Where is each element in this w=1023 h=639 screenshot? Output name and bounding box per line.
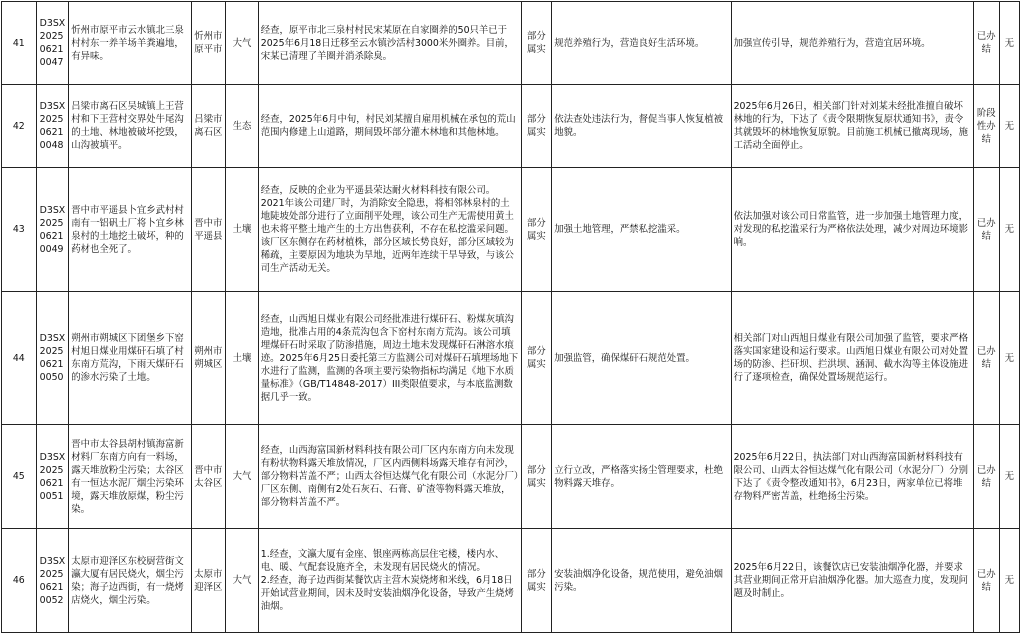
handling-result: 依法加强对该公司日常监管，进一步加强土地管理力度，对发现的私挖滥采行为严格依法处理，减少对周边环境影响。 [731, 168, 974, 292]
table-row [2, 168, 1020, 292]
district: 太原市迎泽区 [191, 529, 226, 633]
investigation-findings: 经查，山西海富国新材料科技有限公司厂区内东南方向未发现有粉状物料露天堆放情况，厂区内西侧料场露天堆存有河沙，部分物料苫盖不严；山西太谷恒达煤气化有限公司（水泥分厂）厂区东侧、南侧有2处石灰石、石膏、矿渣等物料露天堆放，部分物料苫盖不严。 [258, 425, 521, 529]
accountability: 无 [999, 168, 1019, 292]
case-code: D3SX202506210051 [36, 425, 69, 529]
handling-result: 2025年6月22日，执法部门对山西海富国新材料科技有限公司、山西太谷恒达煤气化有限公司（水泥分厂）分别下达了《责令整改通知书》，6月23日，两家单位已将堆存物料严密苫盖，杜绝扬尘污染。 [731, 425, 974, 529]
verdict: 部分属实 [521, 425, 552, 529]
case-code: D3SX202506210049 [36, 168, 69, 292]
finding-line: 2.经查，海子边西街某餐饮店主营木炭烧烤和米线，6月18日开始试营业期间，因未及时安装油烟净化设备，导致产生烧烤油烟。 [260, 575, 514, 612]
complaint-content: 忻州市原平市云水镇北三泉村村东一养羊场羊粪遍地，有异味。 [69, 2, 191, 85]
verdict: 部分属实 [521, 168, 552, 292]
rectification-measures: 安装油烟净化设备，规范使用，避免油烟污染。 [552, 529, 731, 633]
verdict: 部分属实 [521, 2, 552, 85]
case-code: D3SX202506210047 [36, 2, 69, 85]
row-number: 44 [2, 292, 37, 425]
accountability: 无 [999, 292, 1019, 425]
table-row [2, 2, 1020, 85]
handling-result: 相关部门对山西旭日煤业有限公司加强了监管，要求严格落实国家建设和运行要求。山西旭日煤业有限公司对处置场的防渗、拦矸坝、拦洪坝、涵洞、截水沟等主体设施进行了逐项检查，确保处置场规范运行。 [731, 292, 974, 425]
completion-status: 已办结 [974, 292, 999, 425]
verdict: 部分属实 [521, 529, 552, 633]
investigation-findings: 经查，反映的企业为平遥县荣达耐火材料科技有限公司。2021年该公司建厂时，为消除安全隐患，将相邻林泉村的土地陡坡处部分进行了立面削平处理，该公司生产无需使用黄土也未将平整土地产生的土方出售获利，不存在私挖滥采问题。该厂区东侧存在药材植株，部分区域长势良好，部分区域较为稀疏，主要原因为地块为旱地，近两年连续干旱导致，与该公司生产活动无关。 [258, 168, 521, 292]
accountability: 无 [999, 85, 1019, 168]
district: 忻州市原平市 [191, 2, 226, 85]
case-code: D3SX202506210052 [36, 529, 69, 633]
rectification-measures: 加强监管，确保煤矸石规范处置。 [552, 292, 731, 425]
investigation-findings: 经查，山西旭日煤业有限公司经批准进行煤矸石、粉煤灰填沟造地，批准占用的4条荒沟包含下窑村东南方荒沟。该公司填埋煤矸石时采取了防渗措施，周边土地未发现煤矸石淋溶水痕迹。2025年6月25日委托第三方监测公司对煤矸石填埋场地下水进行了监测，监测的各项主要污染物指标均满足《地下水质量标准》（GB/T14848-2017）III类限值要求，与本底监测数据几乎一致。 [258, 292, 521, 425]
district: 朔州市朔城区 [191, 292, 226, 425]
case-code: D3SX202506210048 [36, 85, 69, 168]
accountability: 无 [999, 425, 1019, 529]
completion-status: 阶段性办结 [974, 85, 999, 168]
complaint-content: 晋中市平遥县卜宜乡武村村南有一铝矾土厂将卜宜乡林泉村的土地挖土破坏，种的药材也全死了。 [69, 168, 191, 292]
completion-status: 已办结 [974, 2, 999, 85]
rectification-measures: 依法查处违法行为，督促当事人恢复植被地貌。 [552, 85, 731, 168]
pollution-type: 生态 [226, 85, 259, 168]
completion-status: 已办结 [974, 529, 999, 633]
rectification-measures: 规范养殖行为，营造良好生活环境。 [552, 2, 731, 85]
case-code: D3SX202506210050 [36, 292, 69, 425]
investigation-findings: 经查，2025年6月中旬，村民刘某擅自雇用机械在承包的荒山范围内修建上山道路，期间毁坏部分灌木林地和其他林地。 [258, 85, 521, 168]
row-number: 43 [2, 168, 37, 292]
pollution-type: 大气 [226, 2, 259, 85]
completion-status: 已办结 [974, 168, 999, 292]
complaint-content: 吕梁市离石区吴城镇上王营村和下王营村交界处牛尾沟的土地、林地被破坏挖毁，山沟被填平。 [69, 85, 191, 168]
district: 晋中市太谷区 [191, 425, 226, 529]
row-number: 42 [2, 85, 37, 168]
pollution-type: 大气 [226, 529, 259, 633]
accountability: 无 [999, 2, 1019, 85]
pollution-type: 土壤 [226, 292, 259, 425]
complaint-table [1, 1, 1020, 633]
accountability: 无 [999, 529, 1019, 633]
district: 晋中市平遥县 [191, 168, 226, 292]
complaint-content: 晋中市太谷县胡村镇海富新材料厂东南方向有一料场，露天堆放粉尘污染；太谷区有一恒达水泥厂烟尘污染环境，露天堆放原煤，粉尘污染。 [69, 425, 191, 529]
verdict: 部分属实 [521, 292, 552, 425]
handling-result: 加强宣传引导，规范养殖行为，营造宜居环境。 [731, 2, 974, 85]
rectification-measures: 立行立改，严格落实扬尘管理要求，杜绝物料露天堆存。 [552, 425, 731, 529]
finding-line: 1.经查，文瀛大厦有金座、银座两栋高层住宅楼，楼内水、电、暖、气配套设施齐全，未发现有居民烧火的情况。 [260, 549, 505, 573]
pollution-type: 大气 [226, 425, 259, 529]
pollution-type: 土壤 [226, 168, 259, 292]
district: 吕梁市离石区 [191, 85, 226, 168]
table-row [2, 425, 1020, 529]
table-row [2, 529, 1020, 633]
complaint-content: 朔州市朔城区下团堡乡下窑村旭日煤业用煤矸石填了村东南方荒沟，下雨天煤矸石的渗水污染了土地。 [69, 292, 191, 425]
row-number: 45 [2, 425, 37, 529]
table-row [2, 85, 1020, 168]
investigation-findings: 经查，原平市北三泉村村民宋某原在自家圈养的50只羊已于2025年6月18日迁移至云水镇沙活村3000米外圈养。目前，宋某已清理了羊圈并消杀除臭。 [258, 2, 521, 85]
verdict: 部分属实 [521, 85, 552, 168]
complaint-content: 太原市迎泽区东校厨营街文瀛大厦有居民烧火，烟尘污染；海子边西街，有一烧烤店烧火，烟尘污染。 [69, 529, 191, 633]
rectification-measures: 加强土地管理，严禁私挖滥采。 [552, 168, 731, 292]
investigation-findings [258, 529, 521, 633]
table-row [2, 292, 1020, 425]
row-number: 46 [2, 529, 37, 633]
completion-status: 已办结 [974, 425, 999, 529]
handling-result: 2025年6月26日，相关部门针对刘某未经批准擅自破坏林地的行为，下达了《责令限期恢复原状通知书》，责令其就毁坏的林地恢复原貌。目前施工机械已撤离现场，施工活动全面停止。 [731, 85, 974, 168]
row-number: 41 [2, 2, 37, 85]
handling-result: 2025年6月22日，该餐饮店已安装油烟净化器，并要求其营业期间正常开启油烟净化器。加大巡查力度，发现问题及时制止。 [731, 529, 974, 633]
